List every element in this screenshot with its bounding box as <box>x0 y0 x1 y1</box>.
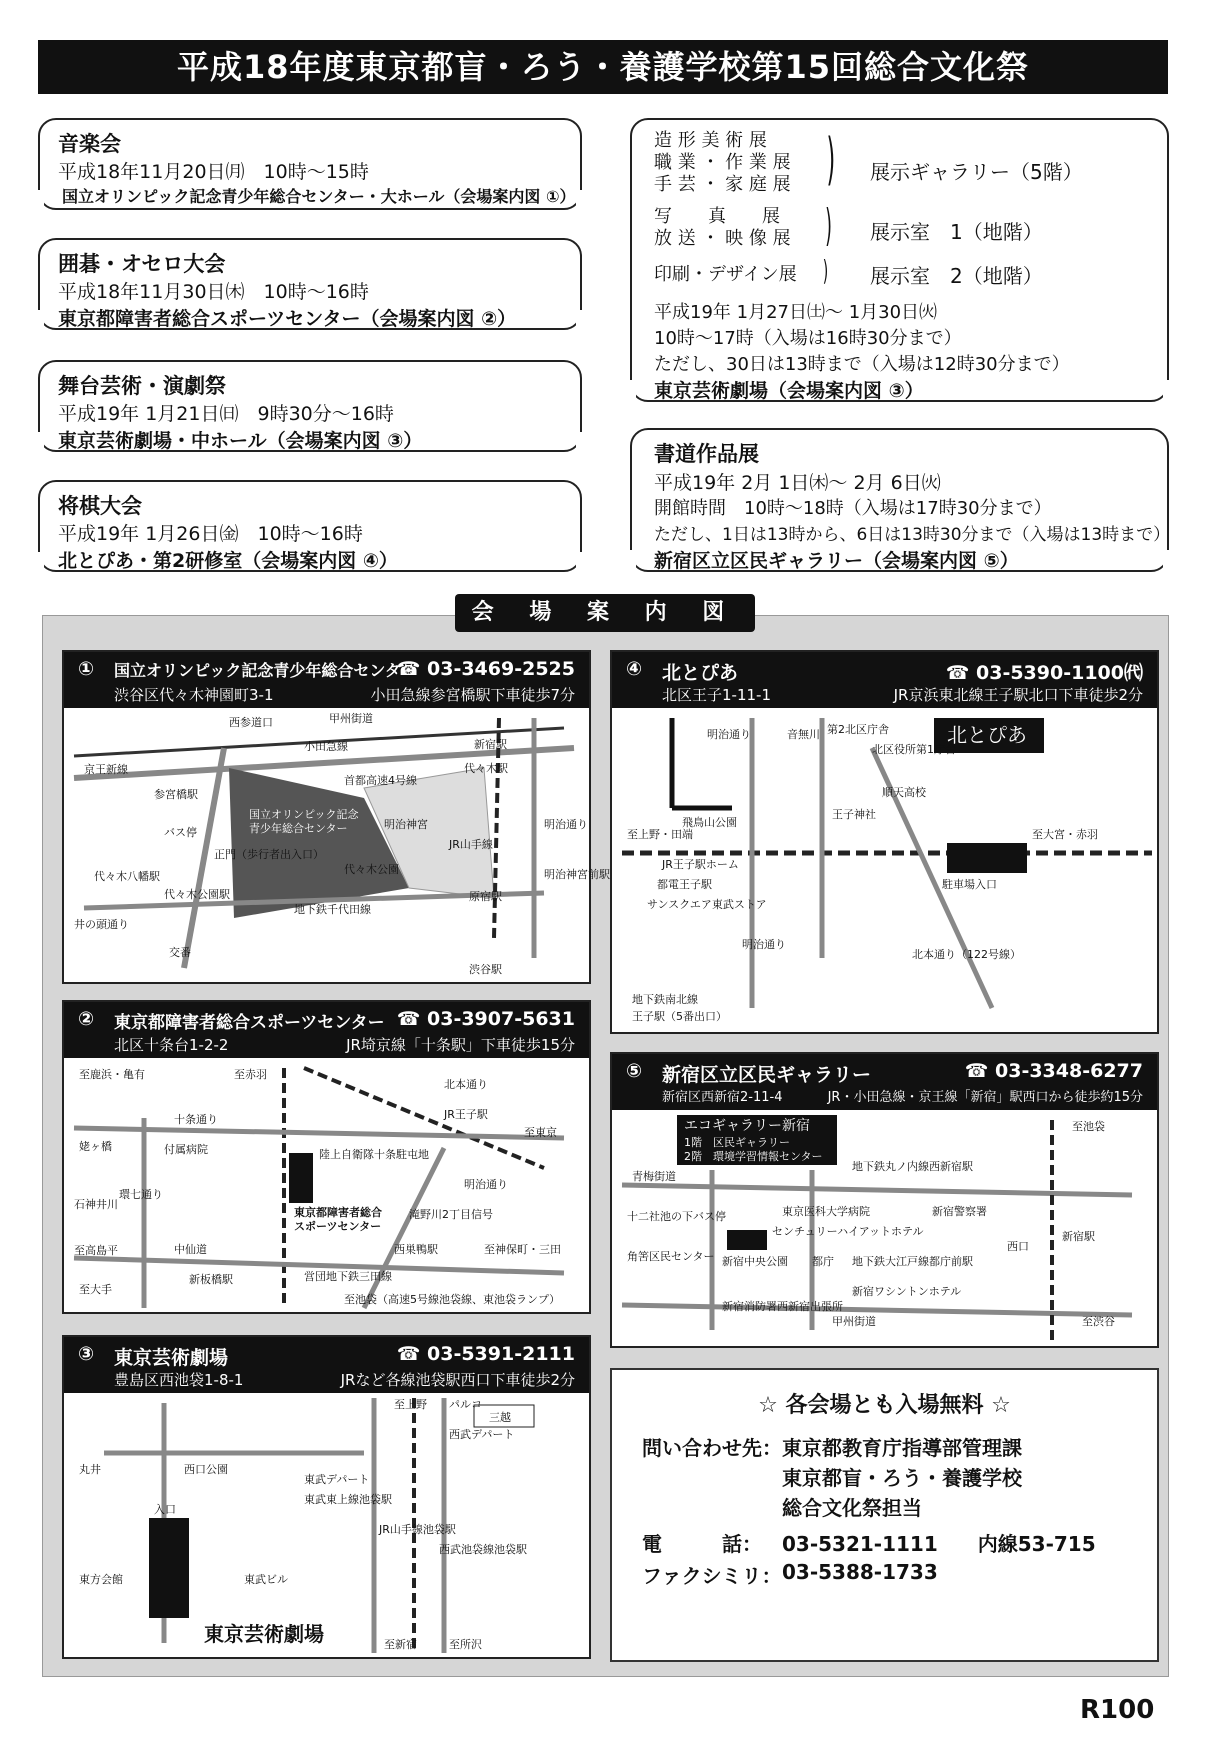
map5-label: 1階 区民ギャラリー <box>684 1136 790 1149</box>
venue-phone: ☎ 03-3469-2525 <box>396 658 575 680</box>
venue-name: 東京芸術劇場 <box>114 1347 229 1369</box>
map3-label: JR山手線池袋駅 <box>379 1523 456 1536</box>
map3-label: 東方会館 <box>79 1573 123 1586</box>
venue-card-4 <box>610 650 1159 1034</box>
map4-label: 明治通り <box>742 938 786 951</box>
map2-label: 石神井川 <box>74 1198 118 1211</box>
exhibit-label: 職 業 ・ 作 業 展 <box>654 152 791 173</box>
venue-phone: ☎ 03-3348-6277 <box>964 1060 1143 1082</box>
venue-card-3 <box>62 1335 591 1659</box>
tel-label: 電 話： <box>642 1532 762 1556</box>
fax-number: 03-5388-1733 <box>782 1560 938 1584</box>
exhibit-room: 展示ギャラリー（5階） <box>870 160 1083 184</box>
event-date: 平成19年 2月 1日㈭～ 2月 6日㈫ <box>654 472 941 494</box>
venue-card-5 <box>610 1052 1159 1348</box>
event-calligraphy <box>630 428 1169 572</box>
map1-label: 甲州街道 <box>329 712 373 725</box>
venue-name: 国立オリンピック記念青少年総合センター <box>114 661 417 680</box>
map1-label: 参宮橋駅 <box>154 788 198 801</box>
map5-label: センチュリーハイアットホテル <box>772 1225 924 1238</box>
event-hours: 開館時間 10時～18時（入場は17時30分まで） <box>654 498 1052 519</box>
fax-label: ファクシミリ： <box>642 1564 782 1588</box>
map4-label: 王子神社 <box>832 808 876 821</box>
venue-map-1 <box>64 708 610 980</box>
exhibit-note: ただし、30日は13時まで（入場は12時30分まで） <box>654 354 1070 375</box>
map2-label: 至池袋（高速5号線池袋線、東池袋ランプ） <box>344 1293 561 1306</box>
map3-label: 至上野 <box>394 1398 427 1411</box>
map4-label: 地下鉄南北線 <box>632 993 698 1006</box>
venue-number: ④ <box>626 658 643 680</box>
event-name: 書道作品展 <box>654 442 759 466</box>
map2-label: 至大手 <box>79 1283 112 1296</box>
map3-label: 東京芸術劇場 <box>204 1622 324 1646</box>
map4-label: JR王子駅ホーム <box>662 858 739 871</box>
map5-label: 地下鉄丸ノ内線西新宿駅 <box>852 1160 973 1173</box>
venue-access: JR・小田急線・京王線「新宿」駅西口から徒歩約15分 <box>827 1090 1143 1105</box>
map1-label: 青少年総合センター <box>249 822 348 835</box>
map5-label: 新宿警察署 <box>932 1205 987 1218</box>
exhibit-label: 写 真 展 <box>654 206 780 227</box>
map1-label: 明治通り <box>544 818 588 831</box>
map5-label: エコギャラリー新宿 <box>684 1118 810 1134</box>
map5-label: 至渋谷 <box>1082 1315 1115 1328</box>
event-date: 平成19年 1月26日㈮ 10時～16時 <box>58 523 363 545</box>
map4-label: 北とぴあ <box>947 723 1027 747</box>
map2-label: 明治通り <box>464 1178 508 1191</box>
map1-label: 代々木公園 <box>344 863 399 876</box>
map4-label: サンスクエア東武ストア <box>647 898 767 911</box>
venue-address: 北区十条台1-2-2 <box>114 1036 229 1054</box>
map4-label: 飛鳥山公園 <box>682 816 737 829</box>
map3-label: 東武東上線池袋駅 <box>304 1493 392 1506</box>
recycle-logo: R100 <box>1080 1695 1155 1725</box>
venue-map-5 <box>612 1110 1157 1344</box>
map5-label: 都庁 <box>812 1255 834 1268</box>
venue-number: ⑤ <box>626 1060 643 1082</box>
event-place: 新宿区立区民ギャラリー（会場案内図 ⑤） <box>654 550 1019 572</box>
venue-card-1 <box>62 650 610 984</box>
contact-line: 東京都盲・ろう・養護学校 <box>782 1466 1022 1490</box>
map4-label: 明治通り <box>707 728 751 741</box>
map2-label: 環七通り <box>119 1188 163 1201</box>
venue-access: JR埼京線「十条駅」下車徒歩15分 <box>346 1036 575 1054</box>
map5-label: 十二社池の下バス停 <box>627 1210 726 1223</box>
map1-label: 首都高速4号線 <box>344 774 417 787</box>
map2-label: 新板橋駅 <box>189 1273 233 1286</box>
map5-label: 2階 環境学習情報センター <box>684 1150 823 1163</box>
map1-label: JR山手線 <box>449 838 493 851</box>
bracket: ) <box>826 127 836 192</box>
contact-line: 東京都教育庁指導部管理課 <box>782 1436 1022 1460</box>
venue-name: 新宿区立区民ギャラリー <box>662 1064 872 1086</box>
exhibit-label: 造 形 美 術 展 <box>654 130 767 151</box>
map3-label: 西口公園 <box>184 1463 228 1476</box>
map4-label: 駐車場入口 <box>942 878 997 891</box>
map3-label: 至所沢 <box>449 1638 482 1651</box>
exhibit-place: 東京芸術劇場（会場案内図 ③） <box>654 380 924 402</box>
map2-label: スポーツセンター <box>294 1220 382 1233</box>
map4-label: 都電王子駅 <box>657 878 712 891</box>
exhibit-hours: 10時～17時（入場は16時30分まで） <box>654 328 962 349</box>
map1-label: 代々木公園駅 <box>164 888 230 901</box>
exhibit-room: 展示室 1（地階） <box>870 220 1043 244</box>
map4-label: 王子駅（5番出口） <box>632 1010 727 1023</box>
event-go-othello <box>38 238 582 330</box>
map4-label: 北区役所第1庁舎 <box>872 743 956 756</box>
event-note: ただし、1日は13時から、6日は13時30分まで（入場は13時まで） <box>654 525 1171 545</box>
venue-address: 渋谷区代々木神園町3-1 <box>114 686 274 704</box>
map5-label: 新宿消防署西新宿出張所 <box>722 1300 843 1313</box>
venue-number: ② <box>78 1008 95 1030</box>
map3-label: 東武デパート <box>304 1473 370 1486</box>
exhibit-room: 展示室 2（地階） <box>870 264 1043 288</box>
map3-label: 入口 <box>154 1503 176 1516</box>
map3-label: パルコ <box>449 1398 482 1411</box>
map1-label: 地下鉄千代田線 <box>294 903 371 916</box>
exhibit-date: 平成19年 1月27日㈯～ 1月30日㈫ <box>654 302 938 323</box>
event-name: 囲碁・オセロ大会 <box>58 252 226 276</box>
event-place: 国立オリンピック記念青少年総合センター・大ホール（会場案内図 ①） <box>62 187 576 206</box>
map2-label: JR王子駅 <box>444 1108 488 1121</box>
contact-line: 総合文化祭担当 <box>782 1496 922 1520</box>
event-name: 将棋大会 <box>58 494 142 518</box>
map1-label: 小田急線 <box>304 740 348 753</box>
map4-label: 至上野・田端 <box>627 828 693 841</box>
map2-label: 十条通り <box>174 1113 218 1126</box>
event-stage <box>38 360 582 452</box>
venue-name: 東京都障害者総合スポーツセンター <box>114 1013 385 1033</box>
event-exhibits <box>630 118 1169 402</box>
map1-label: バス停 <box>164 826 197 839</box>
map5-label: 新宿中央公園 <box>722 1255 788 1268</box>
map5-label: 地下鉄大江戸線都庁前駅 <box>852 1255 973 1268</box>
map5-label: 角筈区民センター <box>627 1250 715 1263</box>
event-place: 東京都障害者総合スポーツセンター（会場案内図 ②） <box>58 308 517 330</box>
venue-access: JRなど各線池袋駅西口下車徒歩2分 <box>340 1371 575 1389</box>
map2-label: 至東京 <box>524 1126 557 1139</box>
event-name: 音楽会 <box>58 132 121 156</box>
map1-label: 明治神宮 <box>384 818 428 831</box>
venue-phone: ☎ 03-3907-5631 <box>396 1008 575 1030</box>
map1-label: 代々木八幡駅 <box>94 870 160 883</box>
map3-label: 至新宿 <box>384 1638 417 1651</box>
map1-label: 原宿駅 <box>469 890 502 903</box>
map1-label: 新宿駅 <box>474 738 507 751</box>
venue-map-4 <box>612 708 1157 1030</box>
map3-label: 西武池袋線池袋駅 <box>439 1543 527 1556</box>
event-place: 東京芸術劇場・中ホール（会場案内図 ③） <box>58 430 423 452</box>
map2-label: 至赤羽 <box>234 1068 267 1081</box>
venue-number: ① <box>78 658 95 680</box>
map4-label: 至大宮・赤羽 <box>1032 828 1098 841</box>
bracket: ) <box>825 200 833 251</box>
map3-label: 東武ビル <box>244 1573 288 1586</box>
map2-label: 姥ヶ橋 <box>79 1140 112 1153</box>
map2-label: 至高島平 <box>74 1244 118 1257</box>
venue-number: ③ <box>78 1343 95 1365</box>
map2-label: 中仙道 <box>174 1243 207 1256</box>
map1-label: 国立オリンピック記念 <box>249 808 359 821</box>
exhibit-label: 放 送 ・ 映 像 展 <box>654 228 791 249</box>
map3-label: 丸井 <box>79 1463 101 1476</box>
venue-map-3 <box>64 1393 589 1655</box>
map2-label: 西巣鴨駅 <box>394 1243 438 1256</box>
map1-label: 代々木駅 <box>464 762 508 775</box>
map5-label: 東京医科大学病院 <box>782 1205 870 1218</box>
map5-label: 甲州街道 <box>832 1315 876 1328</box>
map4-label: 北本通り（122号線） <box>912 948 1021 961</box>
map2-label: 至神保町・三田 <box>484 1243 561 1256</box>
exhibit-label: 手 芸 ・ 家 庭 展 <box>654 174 791 195</box>
bracket: ) <box>822 254 829 287</box>
map1-label: 渋谷駅 <box>469 963 502 976</box>
map2-label: 北本通り <box>444 1078 488 1091</box>
event-date: 平成19年 1月21日㈰ 9時30分～16時 <box>58 403 394 425</box>
map3-label: 西武デパート <box>449 1428 515 1441</box>
map2-label: 至鹿浜・亀有 <box>79 1068 145 1081</box>
venue-address: 北区王子1-11-1 <box>662 686 771 704</box>
venue-phone: ☎ 03-5391-2111 <box>396 1343 575 1365</box>
venue-address: 新宿区西新宿2-11-4 <box>662 1090 783 1105</box>
map1-label: 正門（歩行者出入口） <box>214 848 324 861</box>
event-shogi <box>38 480 582 572</box>
page-title: 平成18年度東京都盲・ろう・養護学校第15回総合文化祭 <box>38 40 1168 94</box>
map3-label: 三越 <box>489 1411 511 1424</box>
map4-label: 順天高校 <box>882 786 926 799</box>
map5-label: 至池袋 <box>1072 1120 1105 1133</box>
map5-label: 西口 <box>1007 1240 1029 1253</box>
free-admission: ☆ 各会場とも入場無料 ☆ <box>758 1393 1011 1418</box>
event-concert <box>38 118 582 210</box>
venue-name: 北とぴあ <box>662 662 739 684</box>
event-date: 平成18年11月20日㈪ 10時～15時 <box>58 161 369 183</box>
map5-label: 新宿ワシントンホテル <box>852 1285 962 1298</box>
event-name: 舞台芸術・演劇祭 <box>58 374 226 398</box>
venue-access: 小田急線参宮橋駅下車徒歩7分 <box>370 686 575 704</box>
contact-label: 問い合わせ先： <box>642 1436 782 1460</box>
contact-info <box>610 1368 1159 1662</box>
map4-label: 音無川 <box>787 728 820 741</box>
exhibit-label: 印刷・デザイン展 <box>654 264 797 285</box>
map5-label: 新宿駅 <box>1062 1230 1095 1243</box>
map2-label: 滝野川2丁目信号 <box>409 1208 493 1221</box>
venue-access: JR京浜東北線王子駅北口下車徒歩2分 <box>893 686 1143 704</box>
map1-label: 京王新線 <box>84 763 128 776</box>
venue-card-2 <box>62 1000 591 1314</box>
map1-label: 交番 <box>169 946 191 959</box>
map5-label: 青梅街道 <box>632 1170 676 1183</box>
map2-label: 営団地下鉄三田線 <box>304 1270 392 1283</box>
map1-label: 明治神宮前駅 <box>544 868 610 881</box>
map4-label: 第2北区庁舎 <box>827 723 889 736</box>
map-title: 会 場 案 内 図 <box>455 594 755 632</box>
event-date: 平成18年11月30日㈭ 10時～16時 <box>58 281 369 303</box>
map2-label: 東京都障害者総合 <box>294 1206 382 1219</box>
venue-address: 豊島区西池袋1-8-1 <box>114 1371 244 1389</box>
venue-map-2 <box>64 1058 589 1310</box>
event-place: 北とぴあ・第2研修室（会場案内図 ④） <box>58 550 398 572</box>
map1-label: 井の頭通り <box>74 918 129 931</box>
venue-phone: ☎ 03-5390-1100㈹ <box>945 662 1143 684</box>
map2-label: 陸上自衛隊十条駐屯地 <box>319 1148 429 1161</box>
tel-number: 03-5321-1111 内線53-715 <box>782 1532 1096 1556</box>
map1-label: 西参道口 <box>229 716 273 729</box>
map2-label: 付属病院 <box>164 1143 208 1156</box>
